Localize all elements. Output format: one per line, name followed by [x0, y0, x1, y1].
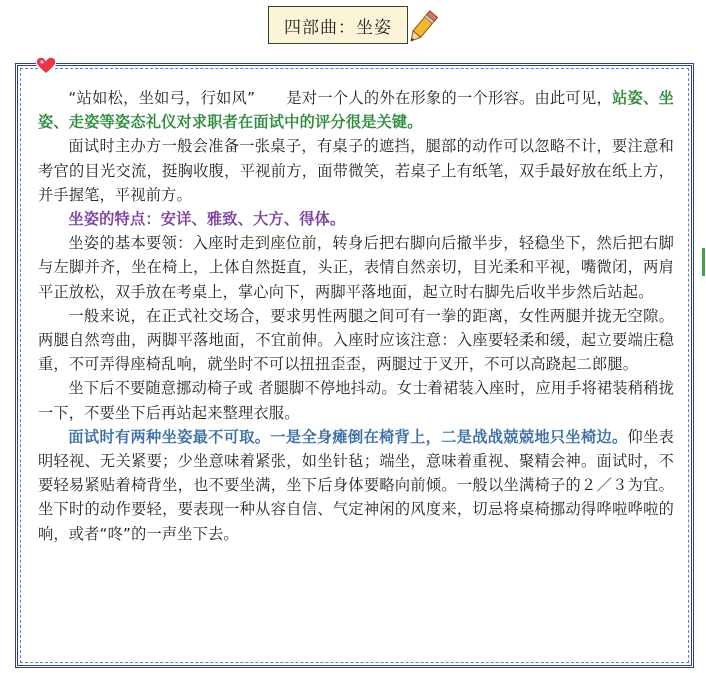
pencil-icon: [404, 8, 440, 48]
paragraph-interview-table: 面试时主办方一般会准备一张桌子，有桌子的遮挡，腿部的动作可以忽略不计，要注意和考官的目光交流，挺胸收腹，平视前方，面带微笑，若桌子上有纸笔，双手最好放在纸上方，并手握笔，平视前方。: [38, 137, 674, 204]
worst-postures-highlight: 面试时有两种坐姿最不可取。一是全身瘫倒在椅背上，二是战战兢兢地只坐椅边。: [68, 427, 628, 446]
paragraph-worst-postures: [38, 425, 674, 546]
quote-text: “站如松，坐如弓，行如风”: [68, 89, 256, 107]
page-title: 四部曲：坐姿: [268, 6, 408, 44]
intro-highlight: 站姿、坐姿、走姿等姿态礼仪对求职者在面试中的评分很是关键。: [38, 89, 674, 132]
paragraph-intro: [38, 86, 674, 134]
title-tag: [268, 6, 438, 48]
paragraph-sitting-features: 坐姿的特点：安详、雅致、大方、得体。: [68, 210, 346, 229]
paragraph-after-sitting: 坐下后不要随意挪动椅子或 者腿脚不停地抖动。女士着裙装入座时，应用手将裙装稍稍拢一下，不要坐下后再站起来整理衣服。: [38, 379, 674, 422]
intro-text: 是对一个人的外在形象的一个形容。由此可见，: [286, 89, 613, 107]
paragraph-formal-occasions: 一般来说，在正式社交场合，要求男性两腿之间可有一拳的距离，女性两腿并拢无空隙。两腿自然弯曲，两脚平落地面，不宜前伸。入座时应该注意：入座要轻柔和缓，起立要端庄稳重，不可弄得座椅乱响，就坐时不可以扭扭歪歪，两腿过于叉开，不可以高跷起二郎腿。: [38, 306, 674, 374]
side-marker: [702, 248, 705, 276]
worst-postures-text: 仰坐表明轻视、无关紧要；少坐意味着紧张，如坐针毡；端坐，意味着重视、聚精会神。面试时，不要轻易紧贴着椅背坐，也不要坐满，坐下后身体要略向前倾。一般以坐满椅子的２／３为宜。坐下时的动作要轻，要表现一种从容自信、气定神闲的风度来，切忌将桌椅挪动得哗啦哗啦的响，或者“咚”的一声坐下去。: [38, 427, 674, 543]
heart-icon: [36, 57, 56, 75]
paragraph-basic-essentials: 坐姿的基本要领：入座时走到座位前，转身后把右脚向后撤半步，轻稳坐下，然后把右脚与左脚并齐，坐在椅上，上体自然挺直，头正，表情自然亲切，目光柔和平视，嘴微闭，两肩平正放松，双手放在考桌上，掌心向下，两脚平落地面，起立时右脚先后收半步然后站起。: [38, 234, 674, 301]
article-body: [38, 86, 674, 546]
